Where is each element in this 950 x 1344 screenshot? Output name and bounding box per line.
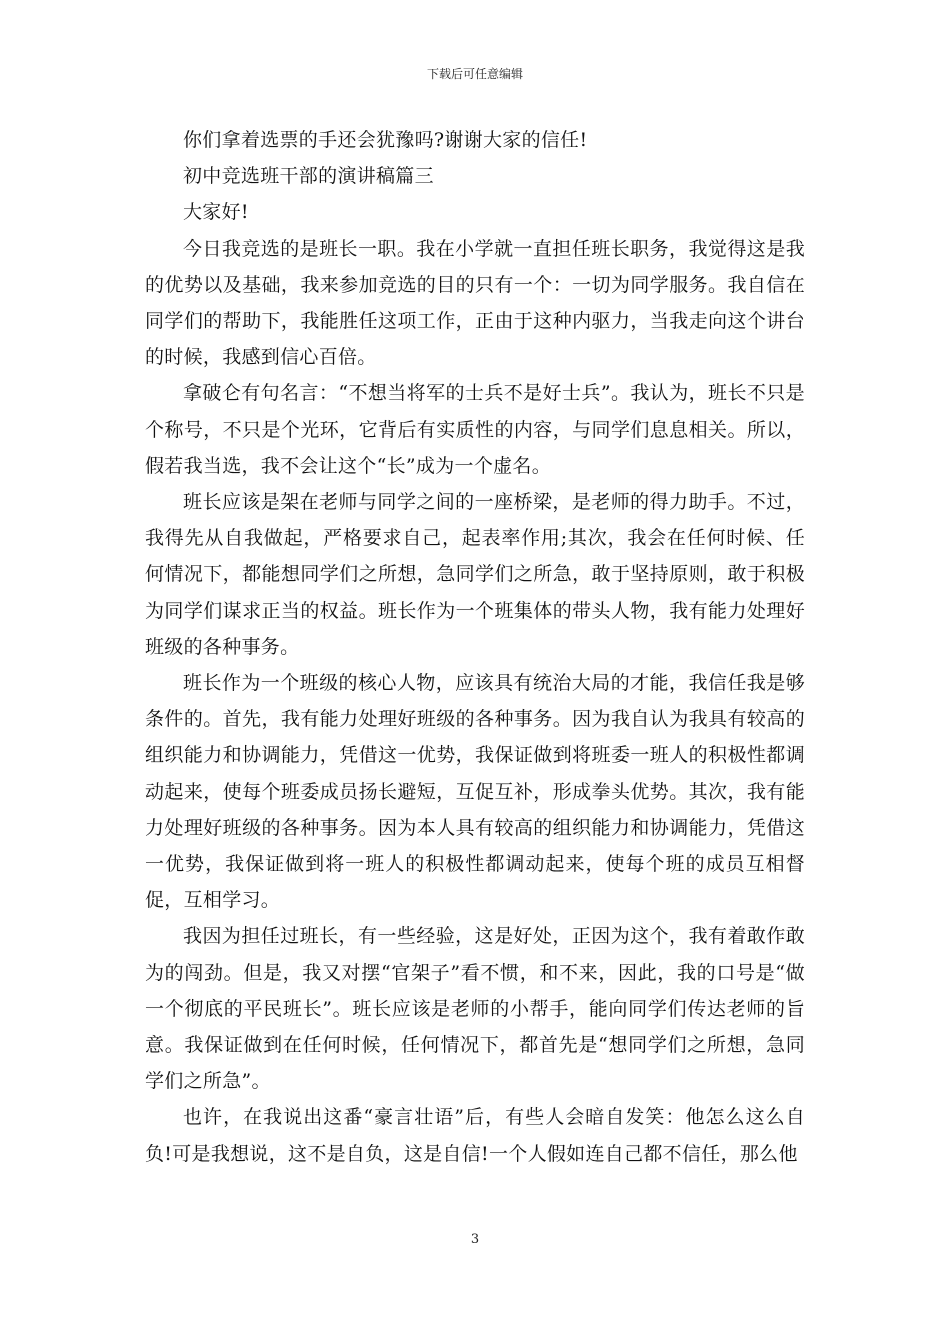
paragraph: 班长应该是架在老师与同学之间的一座桥梁，是老师的得力助手。不过，我得先从自我做起，严格要求自己，起表率作用;其次，我会在任何时候、任何情况下，都能想同学们之所想，急同学们之所急，敢于坚持原则，敢于积极为同学们谋求正当的权益。班长作为一个班集体的带头人物，我有能力处理好班级的各种事务。 bbox=[145, 491, 805, 658]
page-number: 3 bbox=[470, 1232, 480, 1247]
paragraph: 你们拿着选票的手还会犹豫吗?谢谢大家的信任! bbox=[183, 129, 588, 151]
document-body bbox=[145, 122, 805, 1172]
paragraph: 也许，在我说出这番“豪言壮语”后，有些人会暗自发笑：他怎么这么自负!可是我想说，这不是自负，这是自信!一个人假如连自己都不信任，那么他 bbox=[145, 1106, 805, 1165]
page-header: 下载后可任意编辑 bbox=[426, 67, 523, 81]
paragraph: 拿破仑有句名言：“不想当将军的士兵不是好士兵”。我认为，班长不只是个称号，不只是个光环，它背后有实质性的内容，与同学们息息相关。所以，假若我当选，我不会让这个“长”成为一个虚名。 bbox=[145, 382, 805, 477]
section-title: 初中竞选班干部的演讲稿篇三 bbox=[183, 165, 434, 188]
paragraph: 今日我竞选的是班长一职。我在小学就一直担任班长职务，我觉得这是我的优势以及基础，我来参加竞选的目的只有一个：一切为同学服务。我自信在同学们的帮助下，我能胜任这项工作，正由于这种内驱力，当我走向这个讲台的时候，我感到信心百倍。 bbox=[145, 237, 805, 369]
paragraph: 我因为担任过班长，有一些经验，这是好处，正因为这个，我有着敢作敢为的闯劲。但是，我又对摆“官架子”看不惯，和不来，因此，我的口号是“做一个彻底的平民班长”。班长应该是老师的小帮手，能向同学们传达老师的旨意。我保证做到在任何时候，任何情况下，都首先是“想同学们之所想，急同学们之所急”。 bbox=[145, 925, 805, 1093]
greeting: 大家好! bbox=[183, 201, 249, 224]
paragraph: 班长作为一个班级的核心人物，应该具有统治大局的才能，我信任我是够条件的。首先，我有能力处理好班级的各种事务。因为我自认为我具有较高的组织能力和协调能力，凭借这一优势，我保证做到将班委一班人的积极性都调动起来，使每个班委成员扬长避短，互促互补，形成拳头优势。其次，我有能力处理好班级的各种事务。因为本人具有较高的组织能力和协调能力，凭借这一优势，我保证做到将一班人的积极性都调动起来，使每个班的成员互相督促，互相学习。 bbox=[145, 672, 805, 912]
